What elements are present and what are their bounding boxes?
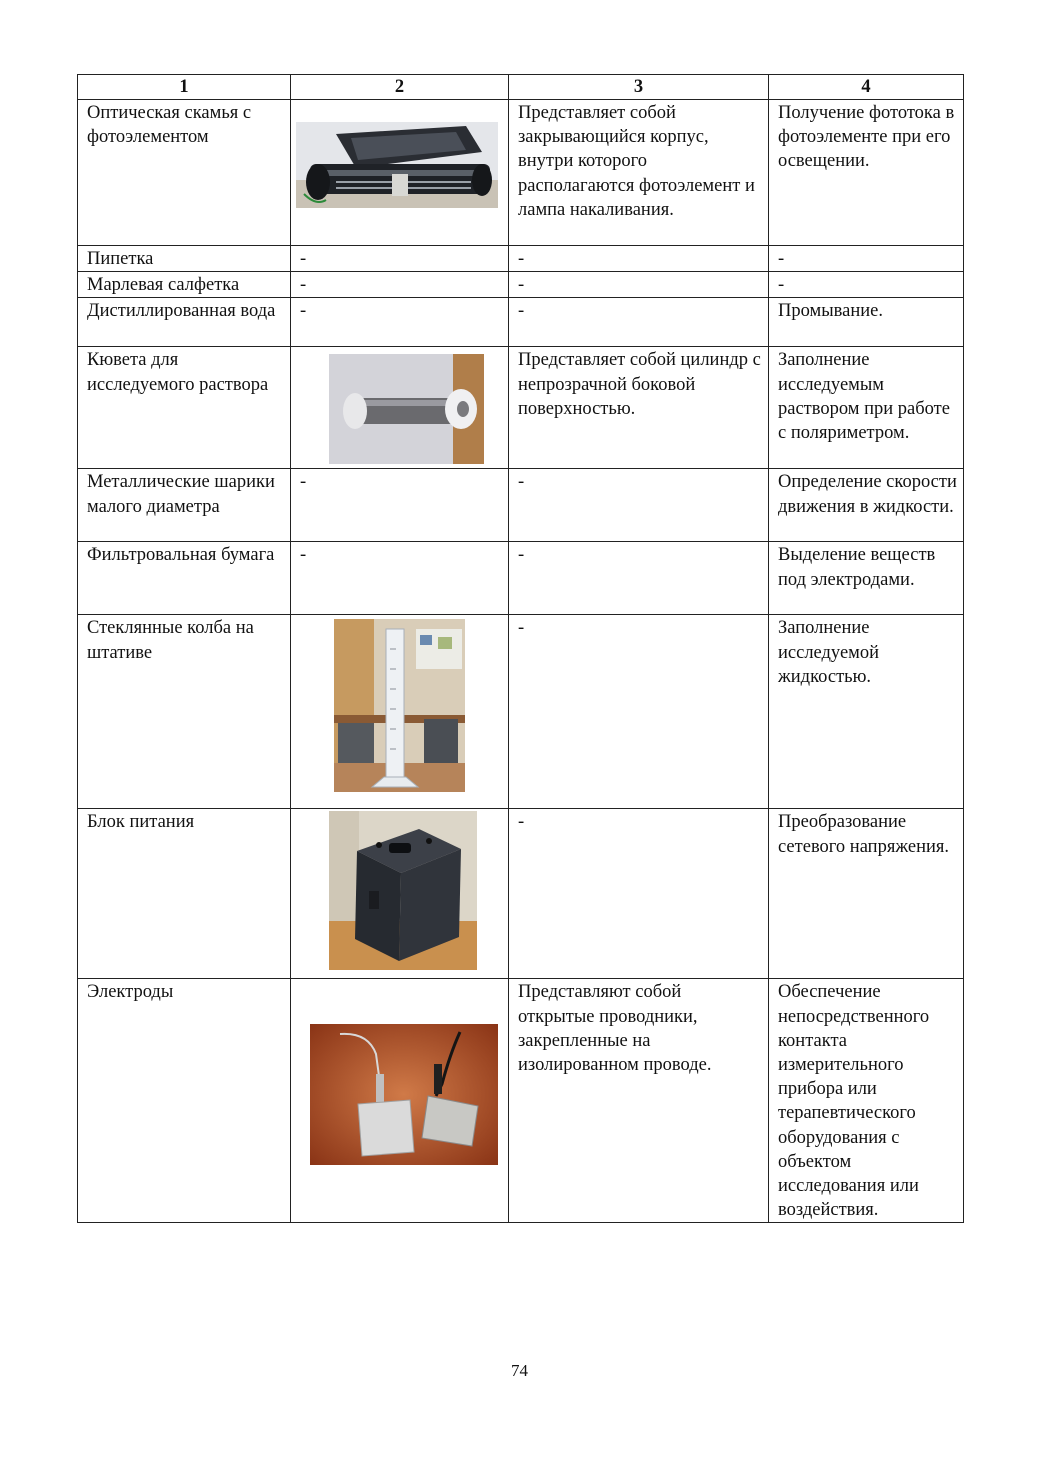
item-name: Кювета для исследуемого раствора bbox=[78, 347, 291, 469]
table-row bbox=[78, 809, 964, 979]
item-image-cell bbox=[291, 979, 509, 1223]
item-image-dash: - bbox=[291, 469, 509, 542]
item-description: - bbox=[509, 469, 769, 542]
item-image-cell bbox=[291, 615, 509, 809]
item-description: - bbox=[509, 542, 769, 615]
table-row bbox=[78, 979, 964, 1223]
item-image-cell bbox=[291, 809, 509, 979]
item-image-cell bbox=[291, 100, 509, 246]
item-name: Фильтровальная бумага bbox=[78, 542, 291, 615]
item-name: Марлевая салфетка bbox=[78, 272, 291, 298]
item-image-dash: - bbox=[291, 542, 509, 615]
item-name: Блок питания bbox=[78, 809, 291, 979]
item-name: Дистиллированная вода bbox=[78, 298, 291, 347]
optical-bench-photo bbox=[296, 122, 498, 208]
item-purpose: Заполнение исследуемой жидкостью. bbox=[769, 615, 964, 809]
page-number: 74 bbox=[511, 1361, 528, 1380]
table-row bbox=[78, 347, 964, 469]
item-purpose: - bbox=[769, 246, 964, 272]
table-row bbox=[78, 469, 964, 542]
item-purpose: Преобразование сетевого напряжения. bbox=[769, 809, 964, 979]
glass-cylinder-photo bbox=[334, 619, 465, 792]
electrodes-photo bbox=[310, 1024, 498, 1165]
item-image-dash: - bbox=[291, 246, 509, 272]
item-name: Металлические шарики малого диаметра bbox=[78, 469, 291, 542]
item-image-cell bbox=[291, 347, 509, 469]
item-description: Представляют собой открытые проводники, закрепленные на изолированном проводе. bbox=[509, 979, 769, 1223]
power-supply-photo bbox=[329, 811, 477, 970]
item-description: - bbox=[509, 809, 769, 979]
table-row bbox=[78, 542, 964, 615]
table-row bbox=[78, 272, 964, 298]
header-row bbox=[78, 75, 964, 100]
item-description: - bbox=[509, 298, 769, 347]
item-description: - bbox=[509, 246, 769, 272]
column-header-3: 3 bbox=[509, 75, 769, 100]
item-purpose: Получение фототока в фотоэлементе при его освещении. bbox=[769, 100, 964, 246]
item-purpose: Выделение веществ под электродами. bbox=[769, 542, 964, 615]
item-purpose: Определение скорости движения в жидкости. bbox=[769, 469, 964, 542]
cuvette-photo bbox=[329, 354, 484, 464]
table-row bbox=[78, 246, 964, 272]
item-name: Пипетка bbox=[78, 246, 291, 272]
table-row bbox=[78, 615, 964, 809]
item-image-dash: - bbox=[291, 298, 509, 347]
column-header-2: 2 bbox=[291, 75, 509, 100]
column-header-4: 4 bbox=[769, 75, 964, 100]
equipment-table bbox=[77, 74, 964, 1223]
item-description: Представляет собой цилиндр с непрозрачной боковой поверхностью. bbox=[509, 347, 769, 469]
item-purpose: Обеспечение непосредственного контакта измерительного прибора или терапевтического оборудования с объектом исследования или воздействия. bbox=[769, 979, 964, 1223]
item-name: Стеклянные колба на штативе bbox=[78, 615, 291, 809]
item-purpose: - bbox=[769, 272, 964, 298]
item-purpose: Заполнение исследуемым раствором при работе с поляриметром. bbox=[769, 347, 964, 469]
item-description: - bbox=[509, 615, 769, 809]
column-header-1: 1 bbox=[78, 75, 291, 100]
item-name: Оптическая скамья с фотоэлементом bbox=[78, 100, 291, 246]
item-description: - bbox=[509, 272, 769, 298]
item-image-dash: - bbox=[291, 272, 509, 298]
item-name: Электроды bbox=[78, 979, 291, 1223]
item-description: Представляет собой закрывающийся корпус, внутри которого располагаются фотоэлемент и лампа накаливания. bbox=[509, 100, 769, 246]
item-purpose: Промывание. bbox=[769, 298, 964, 347]
table-row bbox=[78, 298, 964, 347]
table-row bbox=[78, 100, 964, 246]
